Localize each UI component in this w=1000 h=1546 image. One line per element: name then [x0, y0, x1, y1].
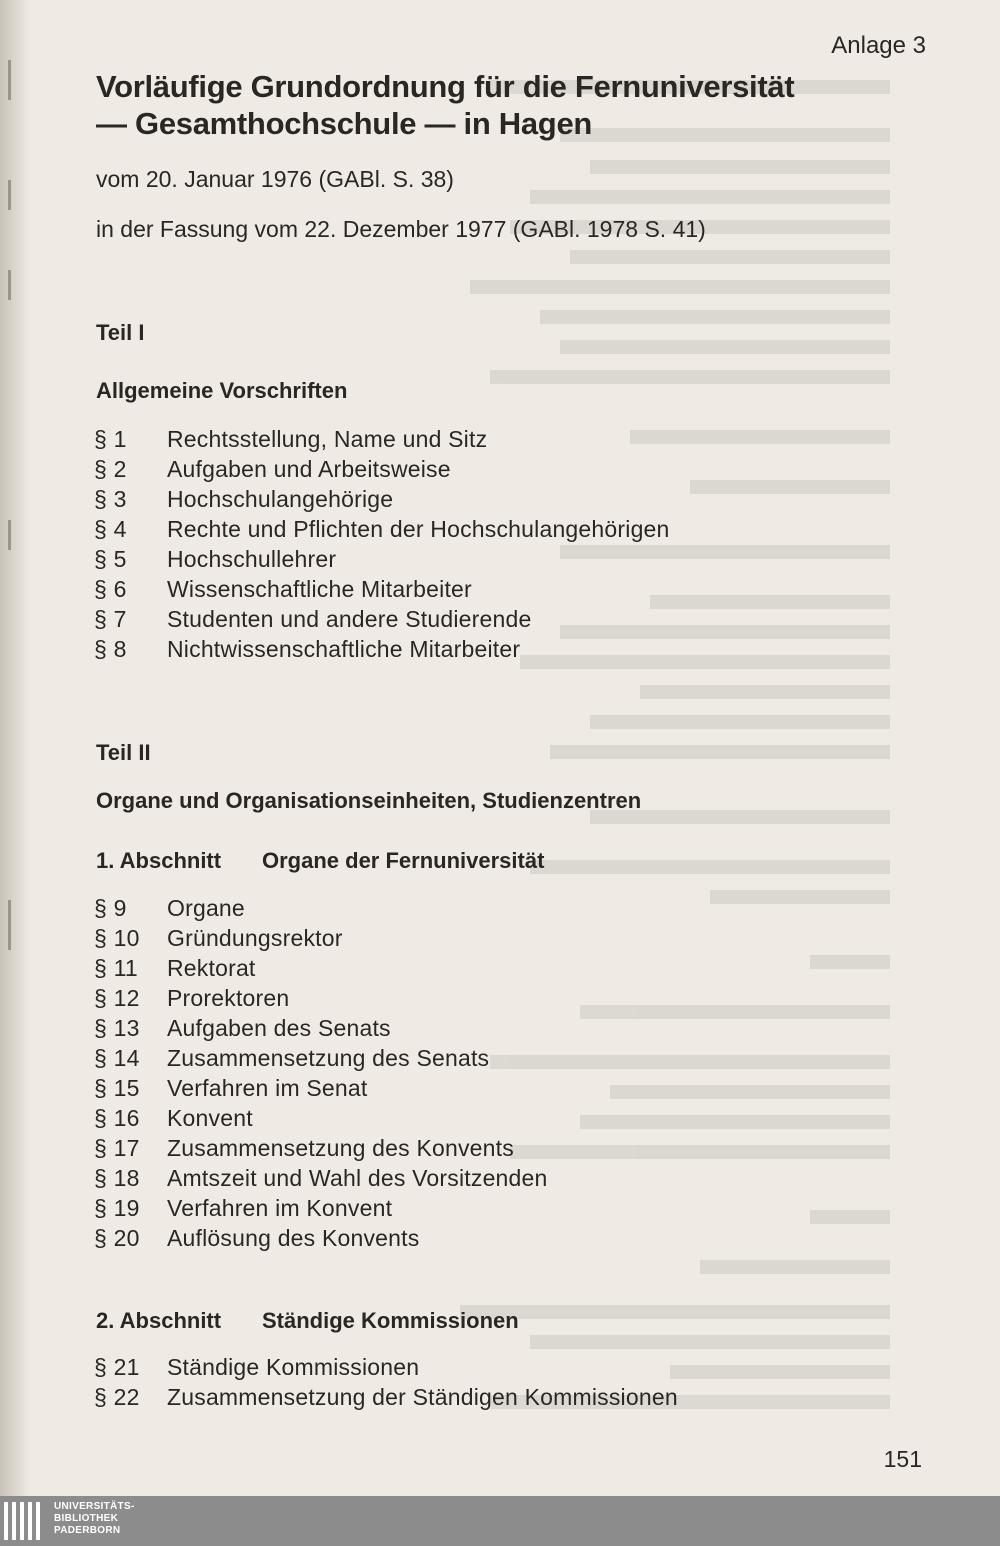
section-number: § 6	[94, 576, 127, 602]
list-item	[94, 1163, 548, 1193]
binding-mark	[8, 900, 11, 950]
library-name	[54, 1501, 135, 1537]
section-number: § 11	[94, 955, 138, 981]
version-date: in der Fassung vom 22. Dezember 1977 (GABl. 1978 S. 41)	[96, 216, 706, 242]
section-title: Rektorat	[167, 955, 256, 981]
section-number: § 5	[94, 546, 127, 572]
library-name-line: UNIVERSITÄTS-	[54, 1501, 135, 1512]
section-number: § 14	[94, 1045, 140, 1071]
section-title: Verfahren im Konvent	[167, 1195, 393, 1221]
part-2-label: Teil II	[96, 740, 151, 765]
section-title: Zusammensetzung des Konvents	[167, 1135, 514, 1161]
list-item	[94, 1043, 548, 1073]
document-title	[96, 68, 794, 142]
title-line-1: Vorläufige Grundordnung für die Fernuniversität	[96, 69, 795, 104]
section-number: § 22	[94, 1384, 140, 1410]
section-2-list	[94, 1352, 678, 1412]
section-title: Verfahren im Senat	[167, 1075, 368, 1101]
section-title: Rechte und Pflichten der Hochschulangehörigen	[167, 516, 670, 542]
list-item	[94, 923, 548, 953]
section-number: § 12	[94, 985, 140, 1011]
list-item	[94, 484, 670, 514]
list-item	[94, 1223, 548, 1253]
list-item	[94, 953, 548, 983]
library-footer-bar	[0, 1496, 1000, 1546]
section-1-title: Organe der Fernuniversität	[262, 848, 545, 873]
section-2-title: Ständige Kommissionen	[262, 1308, 519, 1333]
section-number: § 16	[94, 1105, 140, 1131]
binding-mark	[8, 270, 11, 300]
list-item	[94, 604, 670, 634]
section-title: Aufgaben des Senats	[167, 1015, 391, 1041]
list-item	[94, 1352, 678, 1382]
list-item	[94, 1013, 548, 1043]
part-1-list	[94, 424, 670, 664]
binding-mark	[8, 180, 11, 210]
library-name-line: PADERBORN	[54, 1525, 121, 1536]
issue-date: vom 20. Januar 1976 (GABl. S. 38)	[96, 166, 454, 192]
list-item	[94, 574, 670, 604]
section-1-list	[94, 893, 548, 1253]
section-title: Wissenschaftliche Mitarbeiter	[167, 576, 472, 602]
section-title: Rechtsstellung, Name und Sitz	[167, 426, 488, 452]
annex-label: Anlage 3	[831, 32, 926, 59]
section-title: Zusammensetzung des Senats	[167, 1045, 490, 1071]
section-2-label: 2. Abschnitt	[96, 1308, 222, 1333]
section-number: § 17	[94, 1135, 140, 1161]
binding-mark	[8, 60, 11, 100]
section-number: § 10	[94, 925, 140, 951]
part-1-heading: Allgemeine Vorschriften	[96, 378, 348, 403]
part-2-heading: Organe und Organisationseinheiten, Studienzentren	[96, 788, 642, 813]
title-line-2: — Gesamthochschule — in Hagen	[96, 106, 593, 141]
section-number: § 21	[94, 1354, 140, 1380]
list-item	[94, 1133, 548, 1163]
section-title: Gründungsrektor	[167, 925, 343, 951]
list-item	[94, 454, 670, 484]
section-number: § 8	[94, 636, 127, 662]
library-logo-icon	[4, 1502, 46, 1540]
list-item	[94, 1073, 548, 1103]
section-title: Zusammensetzung der Ständigen Kommissionen	[167, 1384, 678, 1410]
section-number: § 3	[94, 486, 127, 512]
list-item	[94, 1382, 678, 1412]
list-item	[94, 1103, 548, 1133]
page-binding-shadow	[0, 0, 30, 1496]
section-number: § 9	[94, 895, 127, 921]
page-number: 151	[883, 1446, 922, 1472]
section-number: § 13	[94, 1015, 140, 1041]
section-title: Prorektoren	[167, 985, 290, 1011]
section-title: Nichtwissenschaftliche Mitarbeiter	[167, 636, 521, 662]
section-title: Amtszeit und Wahl des Vorsitzenden	[167, 1165, 548, 1191]
section-title: Studenten und andere Studierende	[167, 606, 532, 632]
list-item	[94, 893, 548, 923]
library-name-line: BIBLIOTHEK	[54, 1513, 119, 1524]
section-number: § 20	[94, 1225, 140, 1251]
section-title: Hochschullehrer	[167, 546, 337, 572]
section-1-heading	[96, 848, 544, 874]
section-title: Hochschulangehörige	[167, 486, 394, 512]
section-number: § 15	[94, 1075, 140, 1101]
section-number: § 18	[94, 1165, 140, 1191]
list-item	[94, 1193, 548, 1223]
section-title: Aufgaben und Arbeitsweise	[167, 456, 451, 482]
section-title: Auflösung des Konvents	[167, 1225, 420, 1251]
section-title: Ständige Kommissionen	[167, 1354, 420, 1380]
section-title: Organe	[167, 895, 245, 921]
part-1-label: Teil I	[96, 320, 145, 345]
section-number: § 7	[94, 606, 127, 632]
section-number: § 2	[94, 456, 127, 482]
section-number: § 1	[94, 426, 127, 452]
list-item	[94, 983, 548, 1013]
list-item	[94, 634, 670, 664]
list-item	[94, 514, 670, 544]
section-number: § 19	[94, 1195, 140, 1221]
binding-mark	[8, 520, 11, 550]
section-1-label: 1. Abschnitt	[96, 848, 222, 873]
list-item	[94, 544, 670, 574]
list-item	[94, 424, 670, 454]
section-number: § 4	[94, 516, 127, 542]
section-title: Konvent	[167, 1105, 253, 1131]
section-2-heading	[96, 1308, 519, 1334]
